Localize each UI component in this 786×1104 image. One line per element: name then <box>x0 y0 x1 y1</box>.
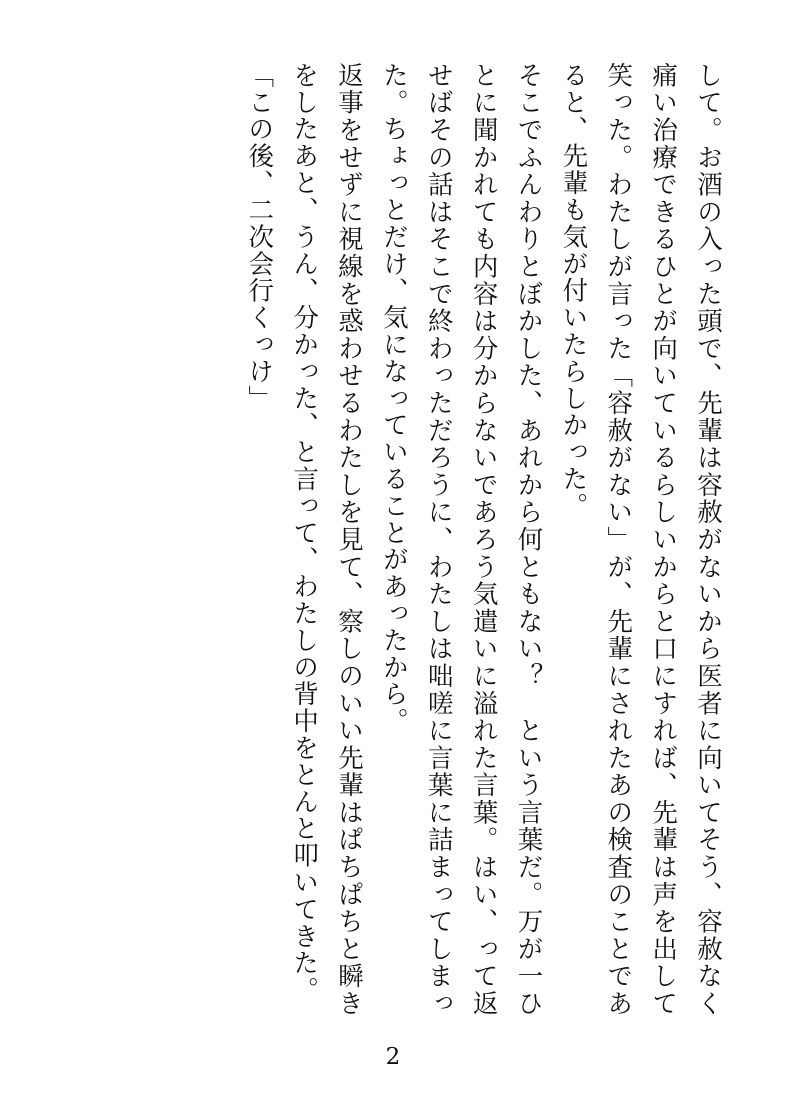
paragraph: 返事をせずに視線を惑わせるわたしを見て、察しのいい先輩はぱちぱちと瞬きをしたあと、うん、分かった、と言って、わたしの背中をとんと叩いてきた。 <box>289 62 364 1017</box>
vertical-text-body <box>78 62 730 1017</box>
paragraph: そこでふんわりとぼかした、あれから何ともない？ という言葉だ。万が一ひとに聞かれても内容は分からないであろう気遣いに溢れた言葉。はい、って返せばその話はそこで終わっただろうに、わたしは咄嗟に言葉に詰まってしまった。ちょっとだけ、気になっていることがあったから。 <box>378 62 544 1017</box>
paragraph: して。お酒の入った頭で、先輩は容赦がないから医者に向いてそう、容赦なく痛い治療できるひとが向いているらしいからと口にすれば、先輩は声を出して笑った。わたしが言った「容赦がない」が、先輩にされたあの検査のことであると、先輩も気が付いたらしかった。 <box>558 62 723 1017</box>
paragraph: 「この後、二次会行くっけ」 <box>244 62 275 412</box>
page-number: 2 <box>385 1044 401 1070</box>
